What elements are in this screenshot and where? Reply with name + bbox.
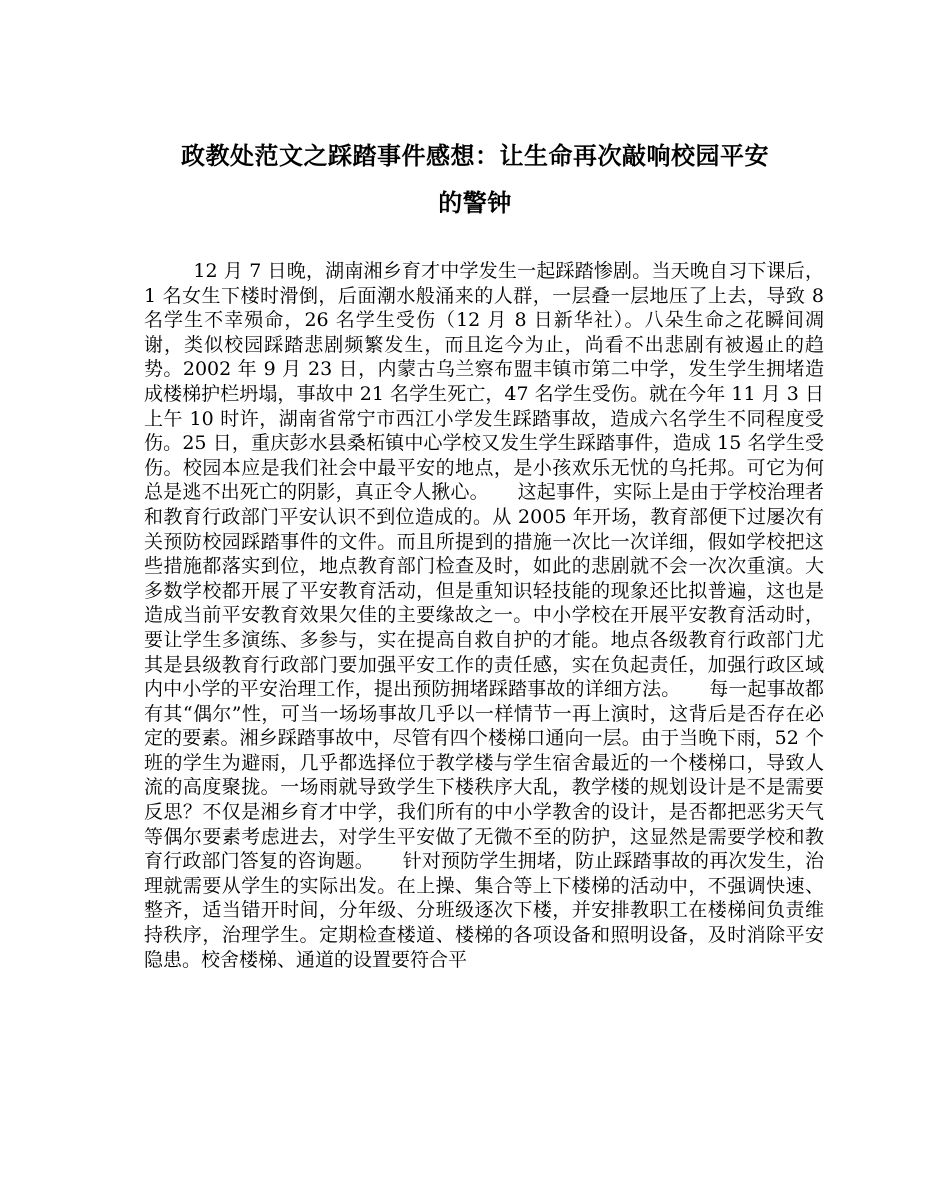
document-body-paragraph: 12 月 7 日晚，湖南湘乡育才中学发生一起踩踏惨剧。当天晚自习下课后，1 名女生下楼时滑倒，后面潮水般涌来的人群，一层叠一层地压了上去，导致 8 名学生不幸殒命，26 名学生受伤（12 月 8 日新华社）。八朵生命之花瞬间凋谢，类似校园踩踏悲剧频繁发生，而且迄今为止，尚看不出悲剧有被遏止的趋势。2002 年 9 月 23 日，内蒙古乌兰察布盟丰镇市第二中学，发生学生拥堵造成楼梯护栏坍塌，事故中 21 名学生死亡，47 名学生受伤。就在今年 11 月 3 日上午 10 时许，湖南省常宁市西江小学发生踩踏事故，造成六名学生不同程度受伤。25 日，重庆彭水县桑柘镇中心学校又发生学生踩踏事件，造成 15 名学生受伤。校园本应是我们社会中最平安的地点，是小孩欢乐无忧的乌托邦。可它为何总是逃不出死亡的阴影，真正令人揪心。 这起事件，实际上是由于学校治理者和教育行政部门平安认识不到位造成的。从 2005 年开场，教育部便下过屡次有关预防校园踩踏事件的文件。而且所提到的措施一次比一次详细，假如学校把这些措施都落实到位，地点教育部门检查及时，如此的悲剧就不会一次次重演。大多数学校都开展了平安教育活动，但是重知识轻技能的现象还比拟普遍，这也是造成当前平安教育效果欠佳的主要缘故之一。中小学校在开展平安教育活动时，要让学生多演练、多参与，实在提高自救自护的才能。地点各级教育行政部门尤其是县级教育行政部门要加强平安工作的责任感，实在负起责任，加强行政区域内中小学的平安治理工作，提出预防拥堵踩踏事故的详细方法。 每一起事故都有其“偶尔”性，可当一场场事故几乎以一样情节一再上演时，这背后是否存在必定的要素。湘乡踩踏事故中，尽管有四个楼梯口通向一层。由于当晚下雨，52 个班的学生为避雨，几乎都选择位于教学楼与学生宿舍最近的一个楼梯口，导致人流的高度聚拢。一场雨就导致学生下楼秩序大乱，教学楼的规划设计是不是需要反思？不仅是湘乡育才中学，我们所有的中小学教舍的设计，是否都把恶劣天气等偶尔要素考虑进去，对学生平安做了无微不至的防护，这显然是需要学校和教育行政部门答复的咨询题。 针对预防学生拥堵，防止踩踏事故的再次发生，治理就需要从学生的实际出发。在上操、集合等上下楼梯的活动中，不强调快速、整齐，适当错开时间，分年级、分班级逐次下楼，并安排教职工在楼梯间负责维持秩序，治理学生。定期检查楼道、楼梯的各项设备和照明设备，及时消除平安隐患。校舍楼梯、通道的设置要符合平 [144,260,824,971]
document-title-line-1: 政教处范文之踩踏事件感想：让生命再次敲响校园平安 [181,141,769,170]
document-title-line-2: 的警钟 [438,188,512,217]
document-title [120,132,830,226]
